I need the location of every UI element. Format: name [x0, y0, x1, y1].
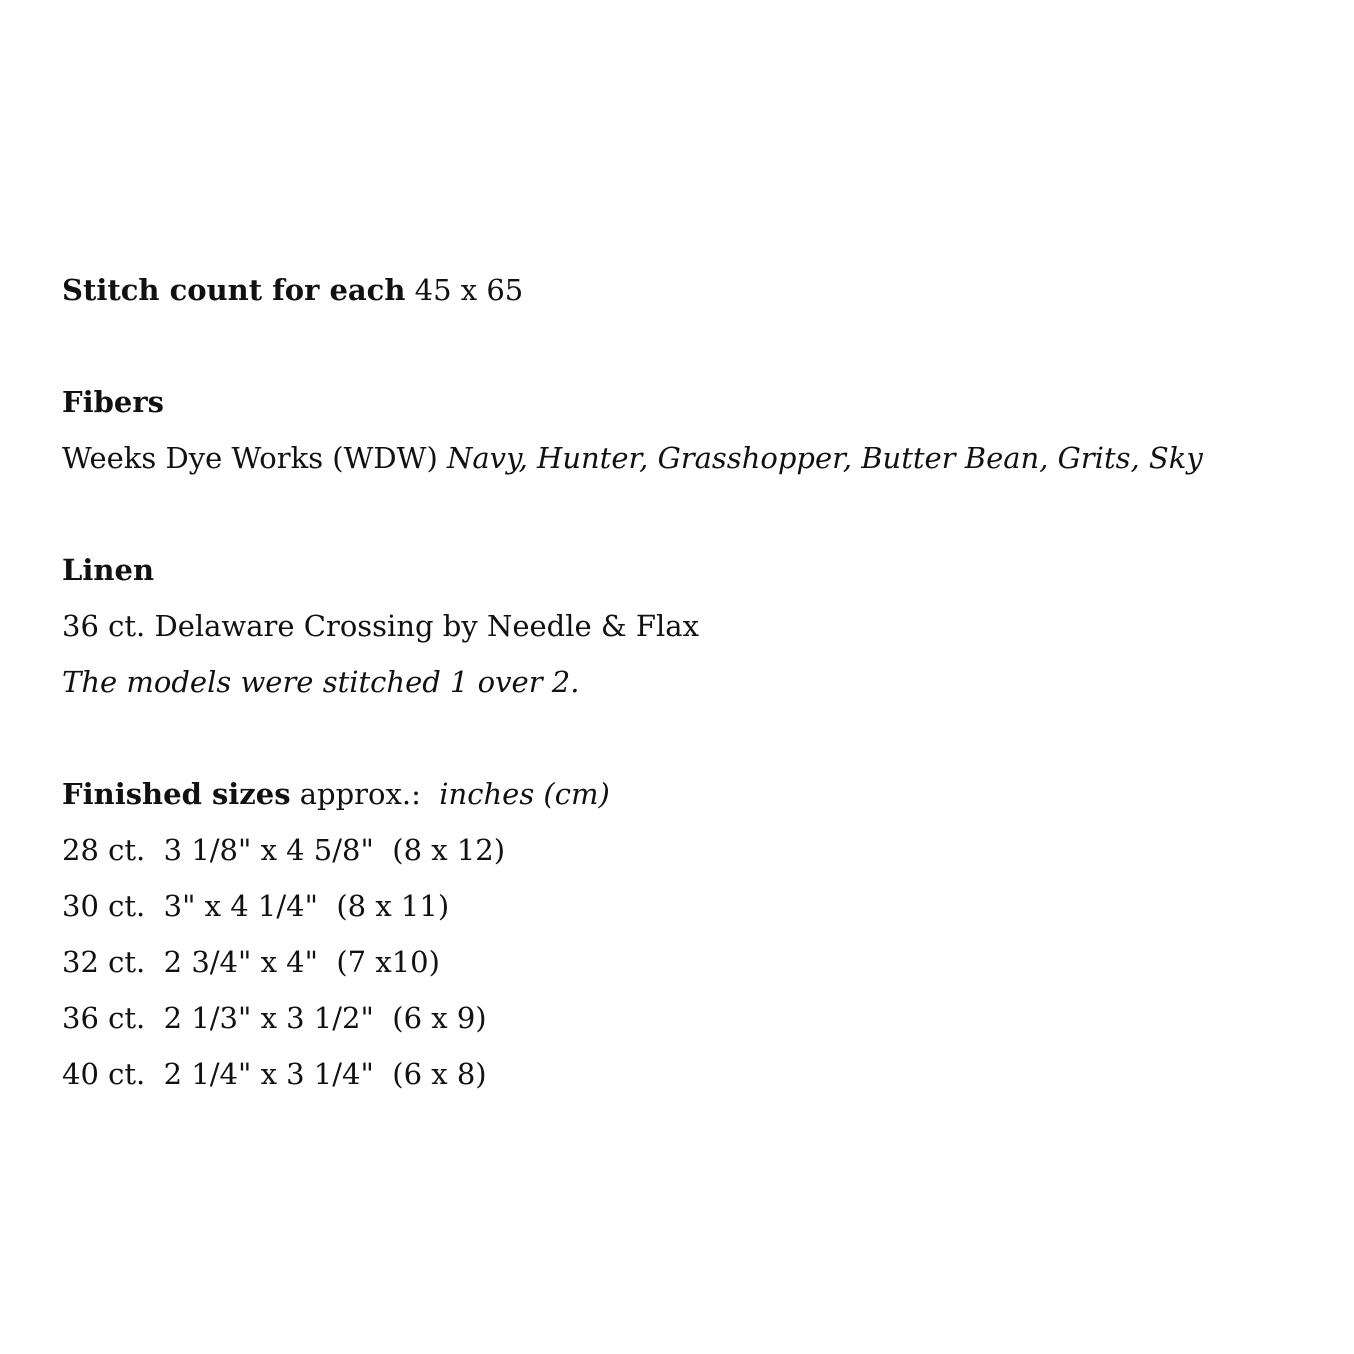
spacer	[62, 486, 1292, 542]
stitch-count-value: 45 x 65	[414, 273, 524, 307]
fibers-colors: Navy, Hunter, Grasshopper, Butter Bean, Grits, Sky	[447, 441, 1203, 475]
size-row: 36 ct. 2 1/3" x 3 1/2" (6 x 9)	[62, 1001, 487, 1035]
size-row: 28 ct. 3 1/8" x 4 5/8" (8 x 12)	[62, 833, 506, 867]
stitch-count-line	[62, 262, 1292, 318]
finished-sizes-units: inches (cm)	[439, 777, 610, 811]
size-row: 30 ct. 3" x 4 1/4" (8 x 11)	[62, 889, 450, 923]
spacer	[62, 710, 1292, 766]
finished-sizes-heading: Finished sizes	[62, 777, 291, 811]
size-row: 32 ct. 2 3/4" x 4" (7 x10)	[62, 945, 440, 979]
pattern-details	[62, 262, 1292, 1102]
stitch-count-label: Stitch count for each	[62, 273, 406, 307]
finished-sizes-heading-line	[62, 766, 1292, 822]
fibers-brand: Weeks Dye Works (WDW)	[62, 441, 438, 475]
fibers-heading: Fibers	[62, 385, 164, 419]
linen-note: The models were stitched 1 over 2.	[62, 665, 580, 699]
linen-fabric: 36 ct. Delaware Crossing by Needle & Flax	[62, 609, 699, 643]
spacer	[62, 318, 1292, 374]
fibers-line	[62, 430, 1292, 486]
linen-heading: Linen	[62, 553, 155, 587]
finished-sizes-qualifier: approx.:	[299, 777, 421, 811]
size-row: 40 ct. 2 1/4" x 3 1/4" (6 x 8)	[62, 1057, 487, 1091]
